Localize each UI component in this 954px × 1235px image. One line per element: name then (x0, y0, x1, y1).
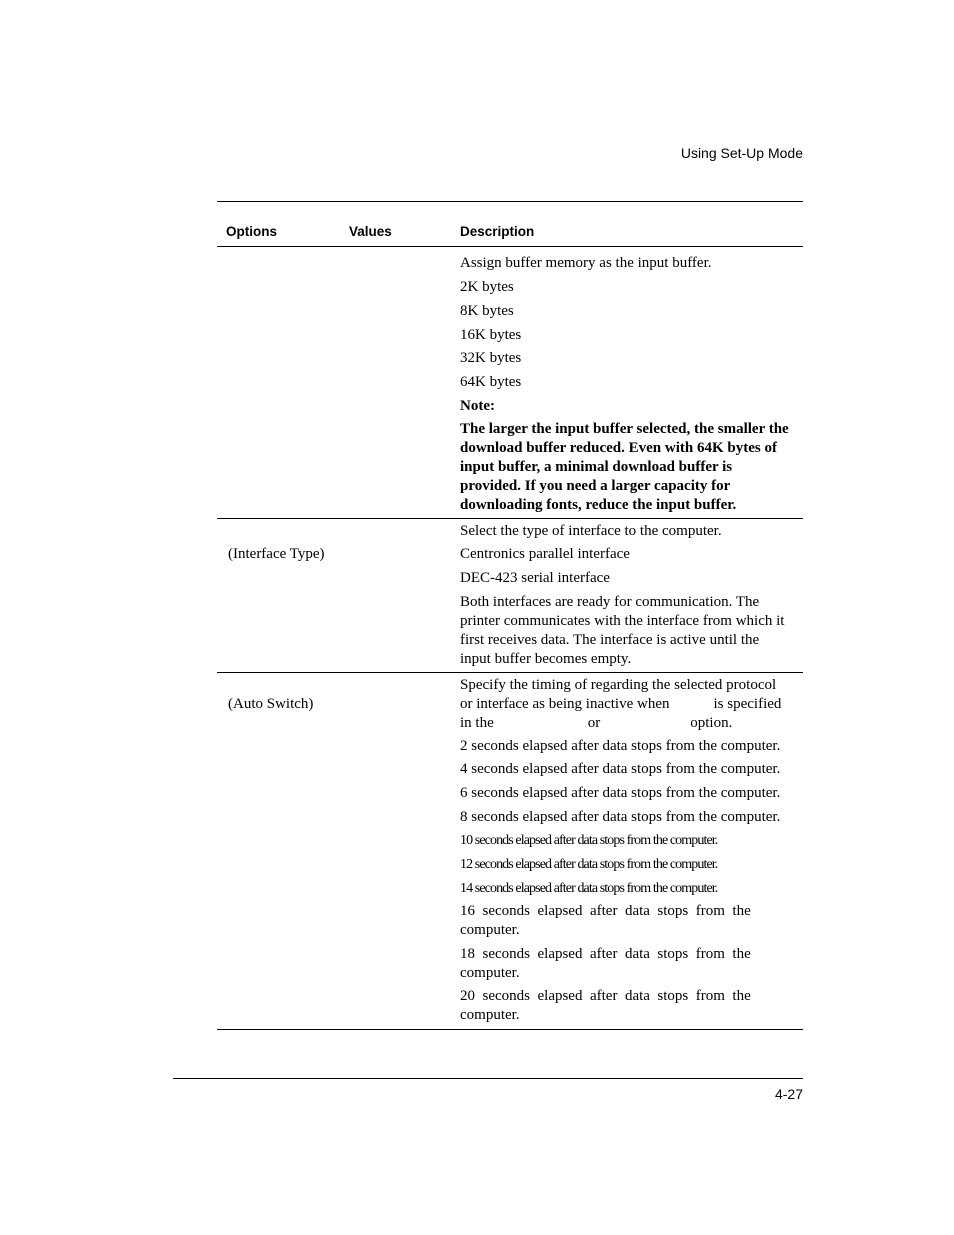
intro-line: Specify the timing of regarding the selected protocol (460, 677, 777, 693)
interface-paragraph (460, 593, 802, 669)
wrapped-line: computer. (460, 965, 520, 981)
intro-line (460, 714, 802, 733)
value-description: 8K bytes (460, 303, 514, 319)
section-divider (217, 518, 803, 519)
value-description: 32K bytes (460, 350, 522, 366)
column-header-description: Description (460, 224, 535, 239)
section-divider (217, 672, 803, 673)
description-line: Select the type of interface to the computer. (460, 523, 722, 539)
value-description (460, 945, 802, 983)
intro-text: in the (460, 715, 494, 731)
value-description: DEC-423 serial interface (460, 570, 610, 586)
paragraph-line: Both interfaces are ready for communication. The (460, 594, 760, 610)
option-auto-switch: (Auto Switch) (228, 696, 314, 712)
value-description: 2K bytes (460, 279, 514, 295)
paragraph-line: printer communicates with the interface from which it (460, 613, 785, 629)
intro-text: is specified (713, 696, 782, 712)
description-line: Assign buffer memory as the input buffer. (460, 255, 712, 271)
auto-switch-intro (460, 676, 802, 733)
value-description: 2 seconds elapsed after data stops from the computer. (460, 738, 781, 754)
running-head: Using Set-Up Mode (680, 145, 803, 161)
table-bottom-rule (217, 1029, 803, 1030)
value-description: 8 seconds elapsed after data stops from the computer. (460, 809, 781, 825)
footer-rule (173, 1078, 803, 1079)
intro-text: or (587, 715, 601, 731)
value-description: 6 seconds elapsed after data stops from the computer. (460, 785, 781, 801)
intro-line (460, 695, 802, 714)
page-number: 4-27 (774, 1086, 803, 1102)
note-line: provided. If you need a larger capacity for (460, 478, 731, 494)
value-description (460, 902, 802, 940)
option-interface-type: (Interface Type) (228, 546, 325, 562)
note-line: download buffer reduced. Even with 64K bytes of (460, 440, 777, 456)
wrapped-line: computer. (460, 1007, 520, 1023)
note-line: input buffer, a minimal download buffer is (460, 459, 733, 475)
column-header-values: Values (349, 224, 392, 239)
value-description: 16K bytes (460, 327, 522, 343)
wrapped-line: 18 seconds elapsed after data stops from the (460, 946, 751, 962)
note-line: The larger the input buffer selected, the smaller the (460, 421, 789, 437)
note-label: Note: (460, 398, 495, 414)
wrapped-line: 16 seconds elapsed after data stops from the (460, 903, 751, 919)
value-description: 64K bytes (460, 374, 522, 390)
paragraph-line: first receives data. The interface is active until the (460, 632, 760, 648)
wrapped-line: 20 seconds elapsed after data stops from the (460, 988, 751, 1004)
wrapped-line: computer. (460, 922, 520, 938)
value-description (460, 987, 802, 1025)
note-text (460, 420, 802, 515)
paragraph-line: input buffer becomes empty. (460, 651, 632, 667)
header-bottom-rule (217, 246, 803, 247)
value-description: 14 seconds elapsed after data stops from the computer. (460, 881, 718, 896)
value-description: 4 seconds elapsed after data stops from the computer. (460, 761, 781, 777)
intro-text: option. (690, 715, 733, 731)
intro-text: or interface as being inactive when (460, 696, 670, 712)
value-description: Centronics parallel interface (460, 546, 630, 562)
table-top-rule (217, 201, 803, 202)
note-line: downloading fonts, reduce the input buffer. (460, 497, 737, 513)
column-header-options: Options (226, 224, 277, 239)
value-description: 10 seconds elapsed after data stops from the computer. (460, 833, 718, 848)
value-description: 12 seconds elapsed after data stops from the computer. (460, 857, 718, 872)
